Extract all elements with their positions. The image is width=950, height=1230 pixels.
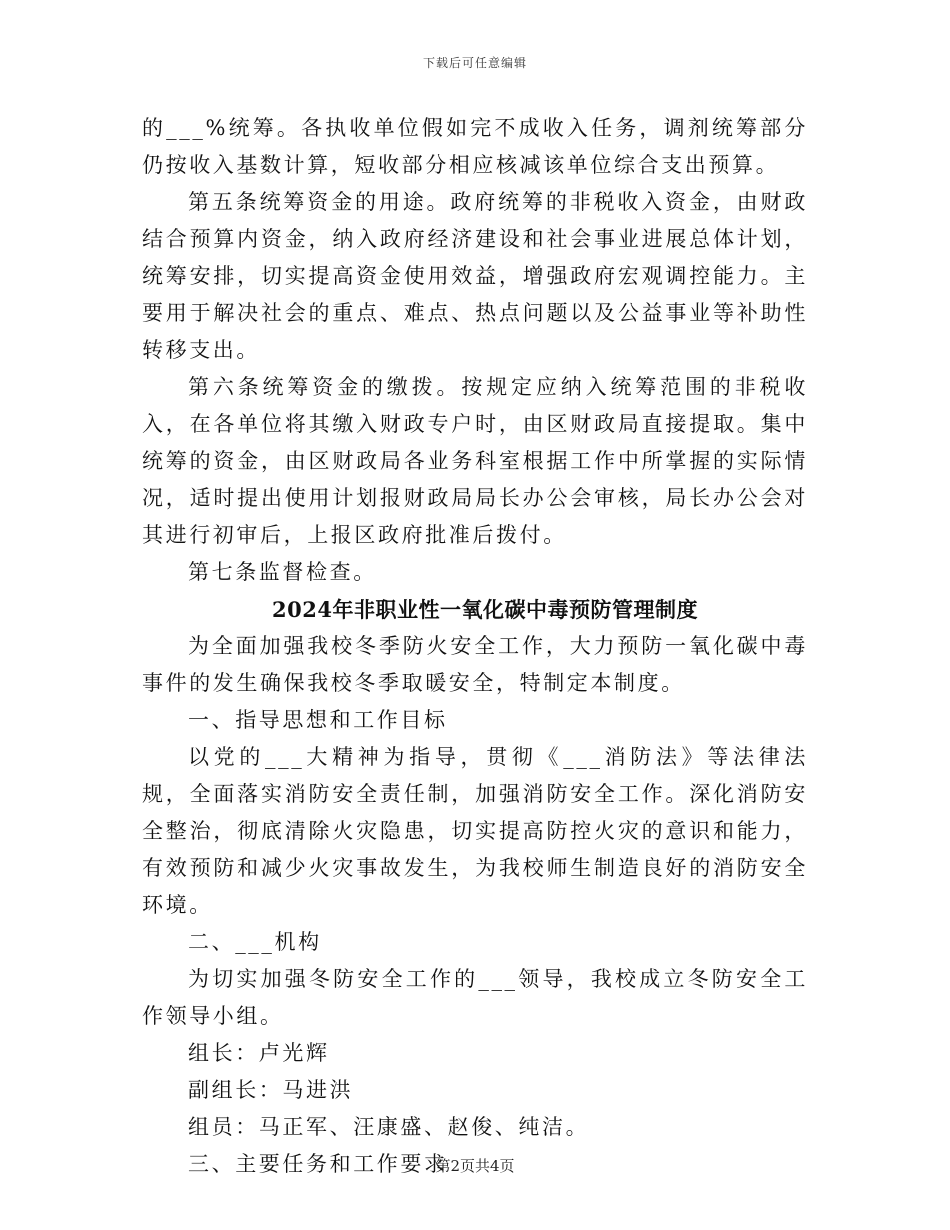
page-number-footer: 第2页共4页	[435, 1157, 515, 1175]
heading-guiding-ideology: 一、指导思想和工作目标	[188, 708, 448, 732]
group-leader: 组长：卢光辉	[188, 1041, 330, 1065]
heading-organization: 二、___机构	[188, 930, 322, 954]
document-body	[142, 110, 808, 1183]
paragraph-article-5: 第五条统筹资金的用途。政府统筹的非税收入资金，由财政结合预算内资金，纳入政府经济建设和社会事业进展总体计划，统筹安排，切实提高资金使用效益，增强政府宏观调控能力。主要用于解决社会的重点、难点、热点问题以及公益事业等补助性转移支出。	[142, 190, 808, 362]
heading-main-tasks: 三、主要任务和工作要求	[188, 1152, 448, 1176]
paragraph-article-6: 第六条统筹资金的缴拨。按规定应纳入统筹范围的非税收入，在各单位将其缴入财政专户时，由区财政局直接提取。集中统筹的资金，由区财政局各业务科室根据工作中所掌握的实际情况，适时提出使用计划报财政局局长办公会审核，局长办公会对其进行初审后，上报区政府批准后拨付。	[142, 375, 808, 547]
section-title: 2024年非职业性一氧化碳中毒预防管理制度	[272, 597, 698, 622]
group-members: 组员：马正军、汪康盛、赵俊、纯洁。	[188, 1115, 590, 1139]
paragraph-article-7: 第七条监督检查。	[188, 560, 377, 584]
paragraph-organization: 为切实加强冬防安全工作的___领导，我校成立冬防安全工作领导小组。	[142, 967, 808, 1028]
paragraph-continuation: 的___%统筹。各执收单位假如完不成收入任务，调剂统筹部分仍按收入基数计算，短收部分相应核减该单位综合支出预算。	[142, 116, 808, 177]
paragraph-guiding-ideology: 以党的___大精神为指导，贯彻《___消防法》等法律法规，全面落实消防安全责任制，加强消防安全工作。深化消防安全整治，彻底清除火灾隐患，切实提高防控火灾的意识和能力，有效预防和减少火灾事故发生，为我校师生制造良好的消防安全环境。	[142, 745, 808, 917]
header-note: 下载后可任意编辑	[422, 56, 527, 70]
deputy-group-leader: 副组长：马进洪	[188, 1078, 354, 1102]
paragraph-intro: 为全面加强我校冬季防火安全工作，大力预防一氧化碳中毒事件的发生确保我校冬季取暖安全，特制定本制度。	[142, 634, 808, 695]
